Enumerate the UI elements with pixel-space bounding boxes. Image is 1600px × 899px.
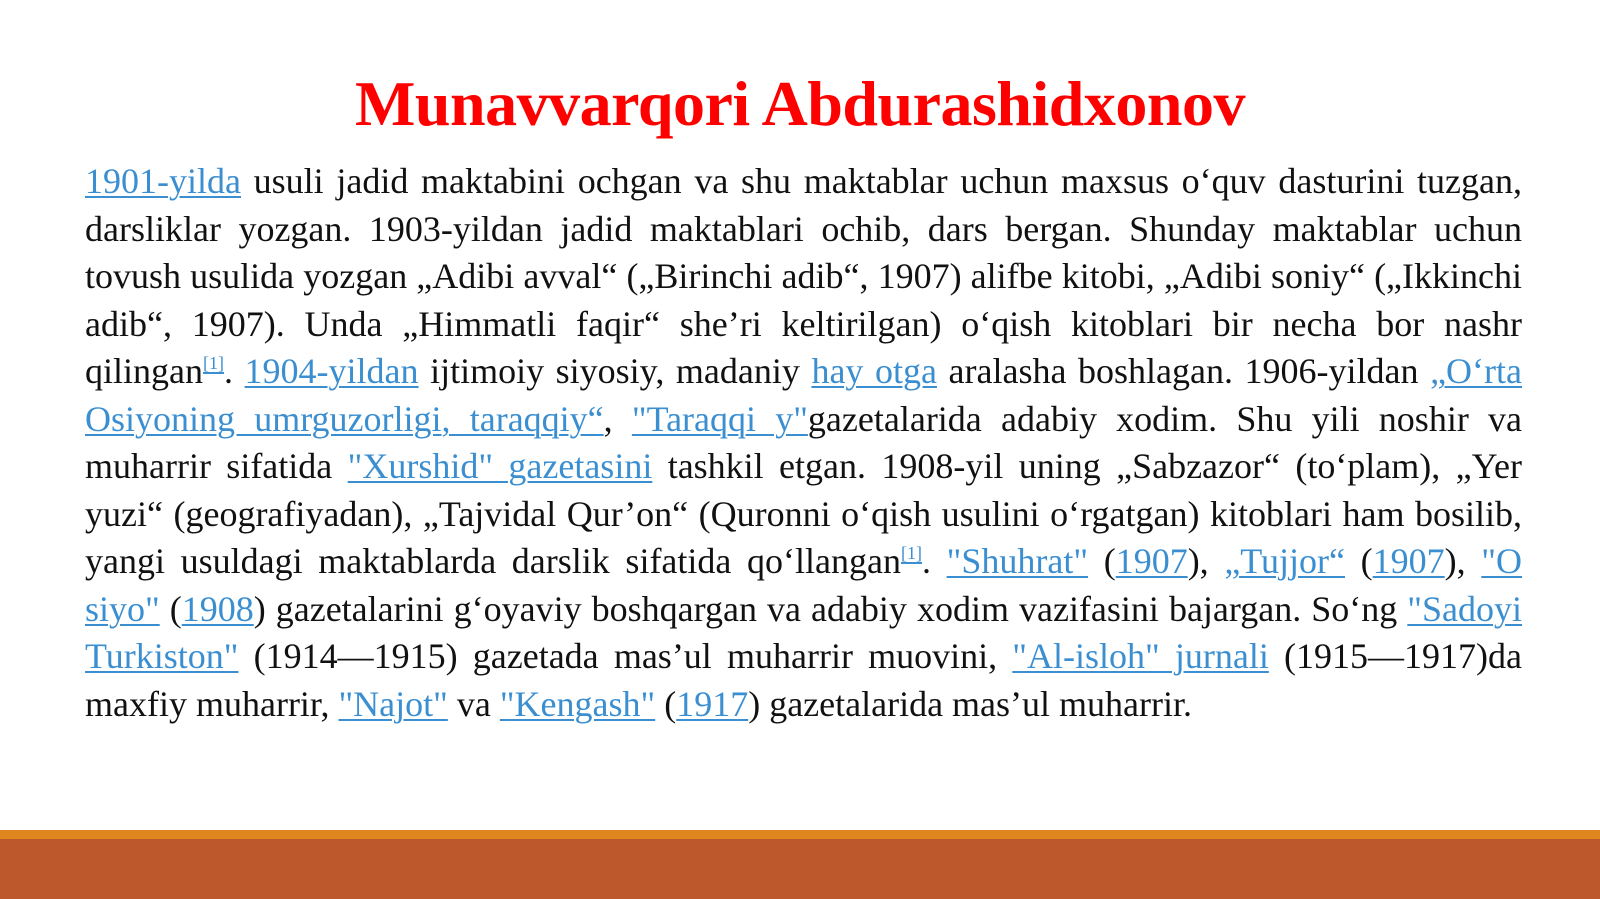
footer-bar [0, 839, 1600, 899]
text-span: , [603, 398, 632, 439]
link-hayotga[interactable]: hay otga [811, 351, 937, 391]
link-xurshid-gazetasini[interactable]: "Xurshid" gazetasini [347, 446, 653, 486]
link-tujjor[interactable]: „Tujjor“ [1224, 541, 1346, 581]
text-span: ( [655, 683, 677, 724]
link-osiyo[interactable]: "O siyo" [85, 541, 1522, 629]
link-1904-yildan[interactable]: 1904-yildan [244, 351, 419, 391]
text-span: (1914—1915) gazetada mas’ul muharrir muovini, [238, 636, 1013, 676]
link-al-isloh-jurnali[interactable]: "Al-isloh" jurnali [1012, 636, 1269, 676]
text-span: ( [159, 588, 182, 629]
link-taraqqiy[interactable]: "Taraqqi y" [631, 398, 808, 439]
link-kengash[interactable]: "Kengash" [499, 683, 656, 724]
reference-link-2[interactable]: [1] [901, 543, 922, 563]
footer-accent-stripe [0, 830, 1600, 839]
reference-sup [901, 543, 922, 563]
link-1907-b[interactable]: 1907 [1372, 541, 1445, 581]
slide-title: Munavvarqori Abdurashidxonov [355, 68, 1245, 139]
text-span: aralasha boshlagan. 1906-yildan [936, 351, 1431, 391]
text-span: usuli jadid maktabini ochgan va shu maktablar uchun maxsus o‘quv dasturini tuzgan, darsliklar yozgan. 1903-yildan jadid maktablari ochib, dars bergan. Shunday maktablar uchun tovush usulida yozgan „Adibi avval“ („Birinchi adib“, 1907) alifbe kitobi, „Adibi soniy“ („Ikkinchi adib“, 1907). Unda „Himmatli faqir“ she’ri keltirilgan) o‘qish kitoblari bir necha bor nashr qilingan [85, 161, 1522, 391]
link-1908[interactable]: 1908 [181, 588, 254, 629]
text-span: va [447, 683, 500, 724]
text-span: tashkil etgan. 1908-yil uning „Sabzazor“ (to‘plam), „Yer yuzi“ (geografiyadan), „Tajvidal Qur’on“ (Quronni o‘qish usulini o‘rgatgan) kitoblari ham bosilib, yangi usuldagi maktablarda darslik sifatida qo‘llangan [85, 446, 1522, 581]
link-1917[interactable]: 1917 [676, 683, 749, 724]
text-span: ) gazetalarini g‘oyaviy boshqargan va adabiy xodim vazifasini bajargan. So‘ng [253, 588, 1408, 629]
link-najot[interactable]: "Najot" [338, 683, 448, 724]
link-shuhrat[interactable]: "Shuhrat" [946, 541, 1089, 581]
text-span: (1915—1917)da maxfiy muharrir, [85, 636, 1522, 724]
text-span: gazetalarida adabiy xodim. Shu yili noshir va muharrir sifatida [85, 398, 1522, 486]
link-1901-yilda[interactable]: 1901-yilda [85, 161, 241, 201]
text-span: ( [1345, 541, 1373, 581]
text-span: . [922, 541, 947, 581]
reference-sup [203, 353, 224, 373]
text-span: ) gazetalarida mas’ul muharrir. [748, 683, 1192, 724]
text-span: . [223, 351, 245, 391]
body-paragraph [85, 158, 1522, 728]
text-span: ijtimoiy siyosiy, madaniy [418, 351, 812, 391]
link-orta-osiyoning[interactable]: „O‘rta Osiyoning umrguzorligi, taraqqiy“ [85, 351, 1522, 439]
text-span: ), [1187, 541, 1225, 581]
text-span: ), [1444, 541, 1482, 581]
reference-link-1[interactable]: [1] [202, 353, 224, 373]
link-sadoyi-turkiston[interactable]: "Sadoyi Turkiston" [85, 588, 1522, 676]
link-1907-a[interactable]: 1907 [1115, 541, 1188, 581]
text-span: ( [1088, 541, 1116, 581]
